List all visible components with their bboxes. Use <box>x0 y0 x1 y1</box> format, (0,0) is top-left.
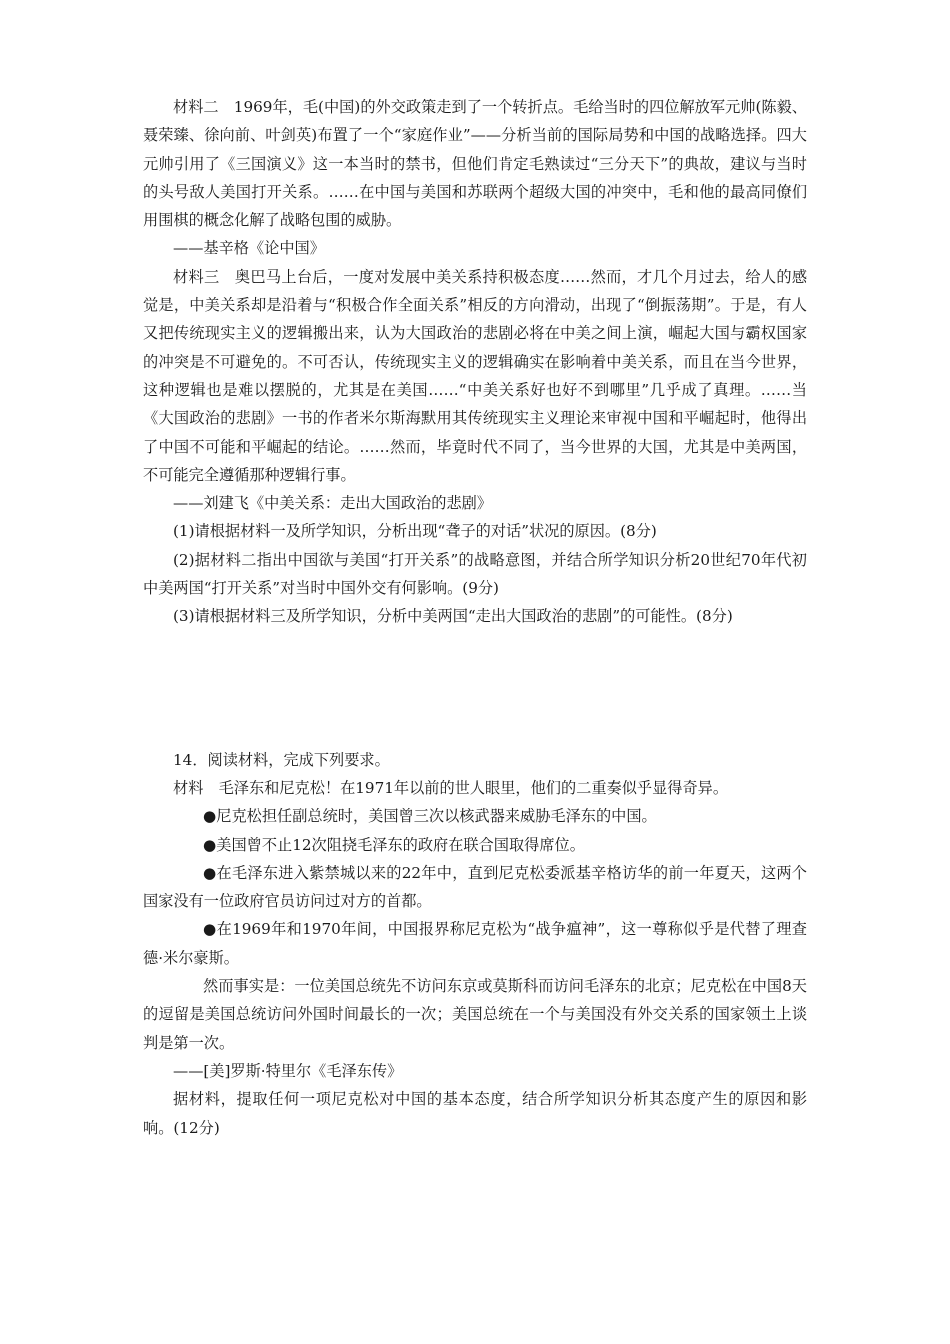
bullet-item-2: ●美国曾不止12次阻挠毛泽东的政府在联合国取得席位。 <box>203 835 585 854</box>
material-2-source: ——基辛格《论中国》 <box>173 239 325 258</box>
document-page <box>143 93 807 1142</box>
material-3-paragraph: 材料三 奥巴马上台后，一度对发展中美关系持积极态度……然而，才几个月过去，给人的感觉是，中美关系却是沿着与“积极合作全面关系”相反的方向滑动，出现了“倒振荡期”。于是，有人又把传统现实主义的逻辑搬出来，认为大国政治的悲剧必将在中美之间上演，崛起大国与霸权国家的冲突是不可避免的。不可否认，传统现实主义的逻辑确实在影响着中美关系，而且在当今世界，这种逻辑也是难以摆脱的，尤其是在美国……“中美关系好也好不到哪里”几乎成了真理。……当《大国政治的悲剧》一书的作者米尔斯海默用其传统现实主义理论来审视中国和平崛起时，他得出了中国不可能和平崛起的结论。……然而，毕竟时代不同了，当今世界的大国，尤其是中美两国，不可能完全遵循那种逻辑行事。 <box>143 267 807 484</box>
bullet-item-3: ●在毛泽东进入紫禁城以来的22年中，直到尼克松委派基辛格访华的前一年夏天，这两个国家没有一位政府官员访问过对方的首都。 <box>143 863 807 911</box>
bullet-item-1: ●尼克松担任副总统时，美国曾三次以核武器来威胁毛泽东的中国。 <box>203 807 657 826</box>
fact-paragraph: 然而事实是：一位美国总统先不访问东京或莫斯科而访问毛泽东的北京；尼克松在中国8天的逗留是美国总统访问外国时间最长的一次；美国总统在一个与美国没有外交关系的国家领土上谈判是第一次。 <box>143 977 807 1052</box>
blank-space <box>143 631 807 746</box>
question-14-material-intro: 材料 毛泽东和尼克松！在1971年以前的世人眼里，他们的二重奏似乎显得奇异。 <box>173 778 729 797</box>
material-3-source: ——刘建飞《中美关系：走出大国政治的悲剧》 <box>173 494 492 513</box>
question-14-heading: 14．阅读材料，完成下列要求。 <box>173 750 390 769</box>
question-14-prompt: 据材料，提取任何一项尼克松对中国的基本态度，结合所学知识分析其态度产生的原因和影响。(12分) <box>143 1090 807 1137</box>
material-2-paragraph: 材料二 1969年，毛(中国)的外交政策走到了一个转折点。毛给当时的四位解放军元帅(陈毅、聂荣臻、徐向前、叶剑英)布置了一个“家庭作业”——分析当前的国际局势和中国的战略选择。四大元帅引用了《三国演义》这一本当时的禁书，但他们肯定毛熟读过“三分天下”的典故，建议与当时的头号敌人美国打开关系。……在中国与美国和苏联两个超级大国的冲突中，毛和他的最高同僚们用围棋的概念化解了战略包围的威胁。 <box>143 98 807 230</box>
question-3: (3)请根据材料三及所学知识，分析中美两国“走出大国政治的悲剧”的可能性。(8分) <box>173 607 733 626</box>
bullet-item-4: ●在1969年和1970年间，中国报界称尼克松为“战争瘟神”，这一尊称似乎是代替了理查德·米尔豪斯。 <box>143 920 807 967</box>
question-14-source: ——[美]罗斯·特里尔《毛泽东传》 <box>173 1061 403 1080</box>
question-2: (2)据材料二指出中国欲与美国“打开关系”的战略意图，并结合所学知识分析20世纪70年代初中美两国“打开关系”对当时中国外交有何影响。(9分) <box>143 550 807 598</box>
question-1: (1)请根据材料一及所学知识，分析出现“聋子的对话”状况的原因。(8分) <box>173 522 657 541</box>
